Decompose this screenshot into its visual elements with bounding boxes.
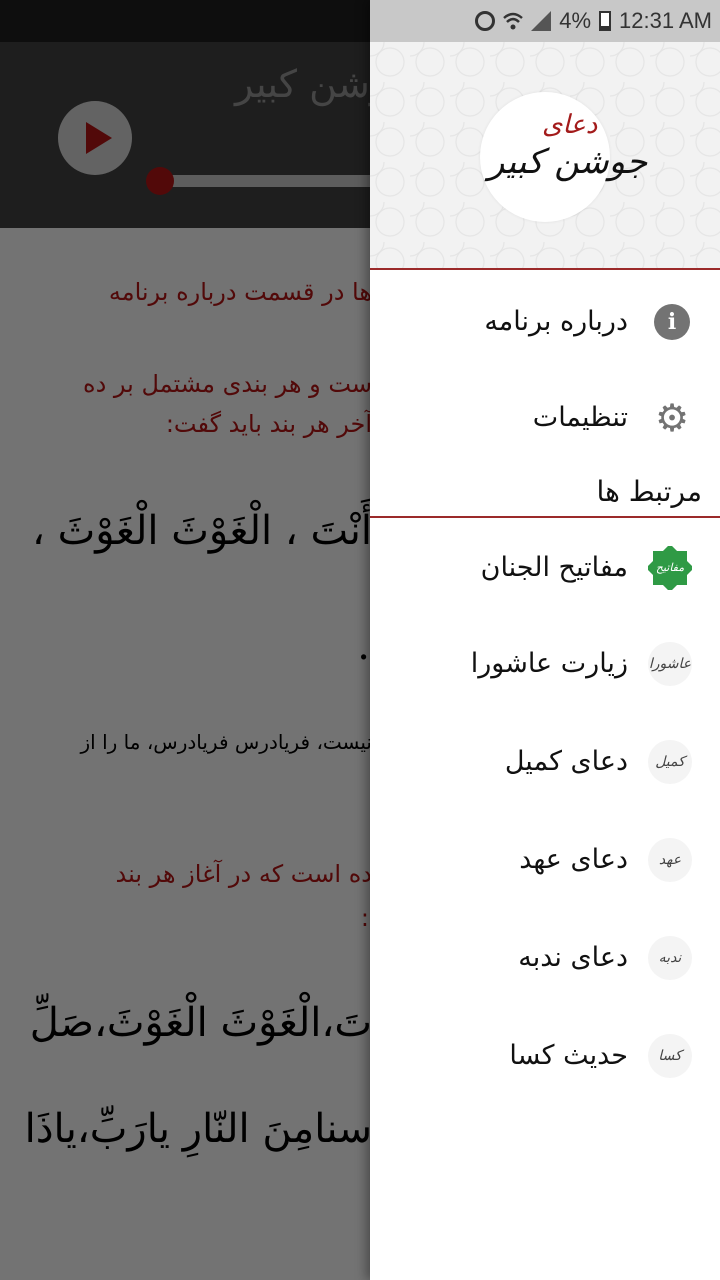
battery-percent: 4% <box>559 8 592 33</box>
clock: 12:31 AM <box>619 8 712 33</box>
nudbah-icon: ندبه <box>648 936 692 980</box>
section-divider <box>370 516 720 518</box>
kumayl-icon: کمیل <box>648 740 692 784</box>
mafatih-icon: مفاتیح <box>648 546 692 590</box>
battery-icon <box>599 11 611 31</box>
related-item-kumayl[interactable] <box>370 714 720 810</box>
related-item-label: دعای ندبه <box>518 942 628 973</box>
wifi-icon <box>503 11 523 31</box>
alarm-icon <box>475 11 495 31</box>
logo-main-text: جوشن کبیر <box>488 142 648 182</box>
ashura-icon: عاشورا <box>648 642 692 686</box>
app-logo <box>480 92 648 222</box>
related-item-ashura[interactable] <box>370 616 720 712</box>
gear-icon: ⚙ <box>654 396 690 440</box>
header-divider <box>370 268 720 270</box>
menu-item-label: درباره برنامه <box>484 306 628 337</box>
signal-icon <box>531 11 551 31</box>
related-item-mafatih[interactable] <box>370 520 720 616</box>
logo-small-text: دعای <box>542 110 598 140</box>
status-bar <box>370 0 720 42</box>
ahd-icon: عهد <box>648 838 692 882</box>
related-item-label: حدیث کسا <box>509 1040 628 1071</box>
related-section-title: مرتبط ها <box>596 475 702 508</box>
info-icon: i <box>654 304 690 340</box>
menu-item-label: تنظیمات <box>532 402 628 433</box>
drawer-header <box>370 42 720 268</box>
related-item-ahd[interactable] <box>370 812 720 908</box>
related-item-label: دعای عهد <box>519 844 628 875</box>
menu-item-settings[interactable] <box>370 370 720 466</box>
menu-item-about[interactable] <box>370 274 720 370</box>
related-item-label: دعای کمیل <box>504 746 628 777</box>
related-item-label: زیارت عاشورا <box>470 648 628 679</box>
navigation-drawer <box>370 0 720 1280</box>
related-item-nudbah[interactable] <box>370 910 720 1006</box>
related-item-kisa[interactable] <box>370 1008 720 1104</box>
related-item-label: مفاتیح الجنان <box>480 552 628 583</box>
kisa-icon: کسا <box>648 1034 692 1078</box>
